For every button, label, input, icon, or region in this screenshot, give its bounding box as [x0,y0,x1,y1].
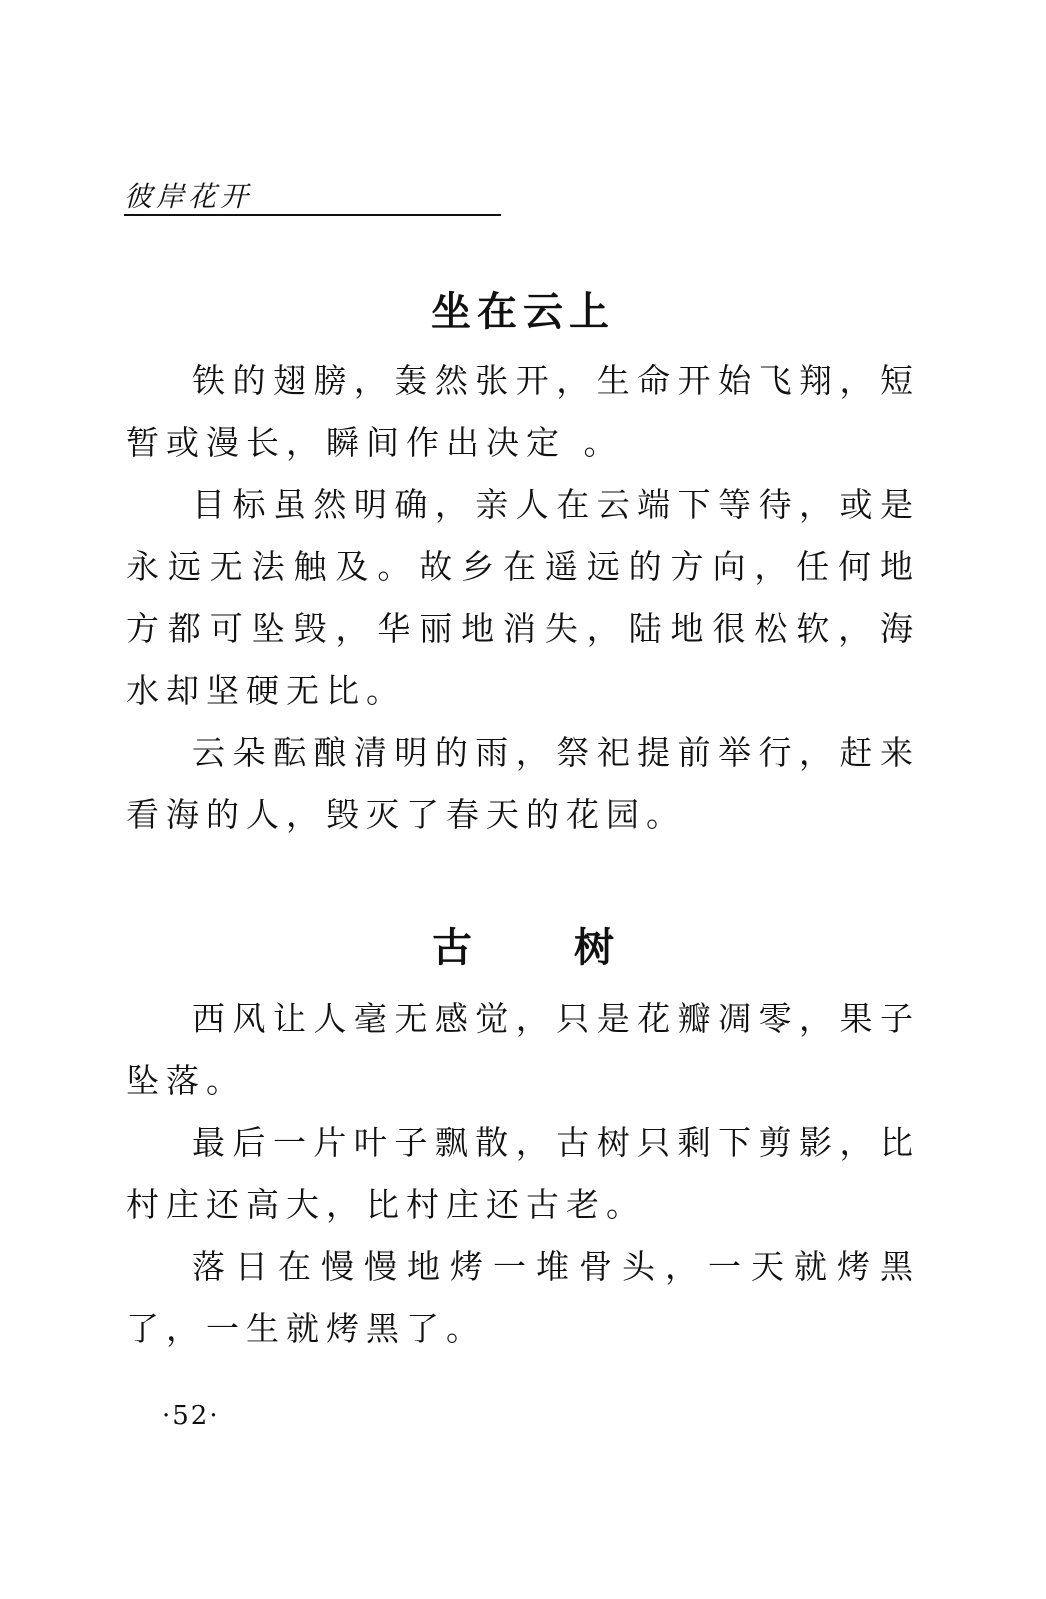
paragraph: 落日在慢慢地烤一堆骨头，一天就烤黑了，一生就烤黑了。 [126,1247,920,1348]
section-title: 古 树 [432,925,658,971]
section-sitting-on-clouds [126,284,920,846]
section-ancient-tree [126,920,920,1360]
paragraph: 铁的翅膀，轰然张开，生命开始飞翔，短暂或漫长，瞬间作出决定 。 [126,361,920,462]
page-number: ·52· [162,1401,220,1431]
paragraph: 最后一片叶子飘散，古树只剩下剪影，比村庄还高大，比村庄还古老。 [126,1123,920,1224]
paragraph: 西风让人毫无感觉，只是花瓣凋零，果子坠落。 [126,999,920,1100]
paragraph: 目标虽然明确，亲人在云端下等待，或是永远无法触及。故乡在遥远的方向，任何地方都可坠毁，华丽地消失，陆地很松软，海水却坚硬无比。 [126,485,920,710]
running-header: 彼岸花开 [124,180,501,216]
paragraph: 云朵酝酿清明的雨，祭祀提前举行，赶来看海的人，毁灭了春天的花园。 [126,733,920,834]
section-title: 坐在云上 [431,289,615,335]
